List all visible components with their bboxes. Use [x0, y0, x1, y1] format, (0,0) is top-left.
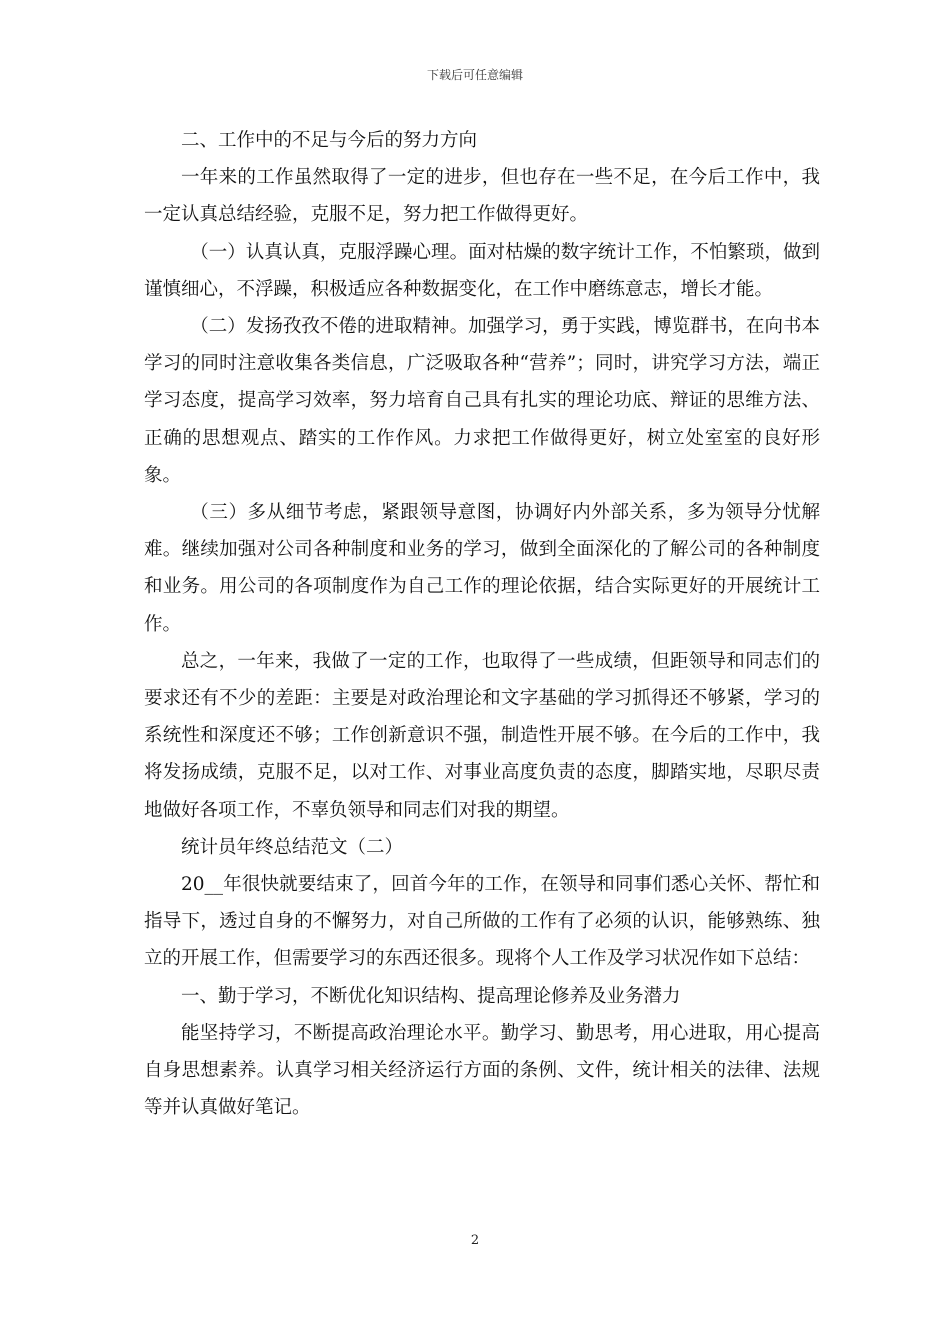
paragraph: （一）认真认真，克服浮躁心理。面对枯燥的数字统计工作，不怕繁琐，做到谨慎细心，不浮躁，积极适应各种数据变化，在工作中磨练意志，增长才能。 — [144, 241, 820, 300]
paragraph: 20__年很快就要结束了，回首今年的工作，在领导和同事们悉心关怀、帮忙和指导下，透过自身的不懈努力，对自己所做的工作有了必须的认识，能够熟练、独立的开展工作，但需要学习的东西还很多。现将个人工作及学习状况作如下总结： — [144, 874, 820, 970]
paragraph: 一年来的工作虽然取得了一定的进步，但也存在一些不足，在今后工作中，我一定认真总结经验，克服不足，努力把工作做得更好。 — [144, 167, 820, 226]
paragraph: 总之，一年来，我做了一定的工作，也取得了一些成绩，但距领导和同志们的要求还有不少的差距：主要是对政治理论和文字基础的学习抓得还不够紧，学习的系统性和深度还不够；工作创新意识不强，制造性开展不够。在今后的工作中，我将发扬成绩，克服不足，以对工作、对事业高度负责的态度，脚踏实地，尽职尽责地做好各项工作，不辜负领导和同志们对我的期望。 — [144, 650, 820, 821]
paragraph: 能坚持学习，不断提高政治理论水平。勤学习、勤思考，用心进取，用心提高自身思想素养。认真学习相关经济运行方面的条例、文件，统计相关的法律、法规等并认真做好笔记。 — [144, 1022, 820, 1119]
page-header: 下载后可任意编辑 — [426, 68, 523, 82]
paragraph: （二）发扬孜孜不倦的进取精神。加强学习，勇于实践，博览群书，在向书本学习的同时注意收集各类信息，广泛吸取各种“营养”；同时，讲究学习方法，端正学习态度，提高学习效率，努力培育自己具有扎实的理论功底、辩证的思维方法、正确的思想观点、踏实的工作作风。力求把工作做得更好，树立处室室的良好形象。 — [144, 316, 820, 486]
section-heading: 一、勤于学习，不断优化知识结构、提高理论修养及业务潜力 — [181, 985, 681, 1007]
document-body — [144, 122, 820, 1126]
section-heading: 二、工作中的不足与今后的努力方向 — [181, 130, 478, 151]
page-number: 2 — [470, 1233, 480, 1248]
article-title: 统计员年终总结范文（二） — [181, 836, 404, 858]
paragraph: （三）多从细节考虑，紧跟领导意图，协调好内外部关系，多为领导分忧解难。继续加强对公司各种制度和业务的学习，做到全面深化的了解公司的各种制度和业务。用公司的各项制度作为自己工作的理论依据，结合实际更好的开展统计工作。 — [144, 502, 820, 635]
